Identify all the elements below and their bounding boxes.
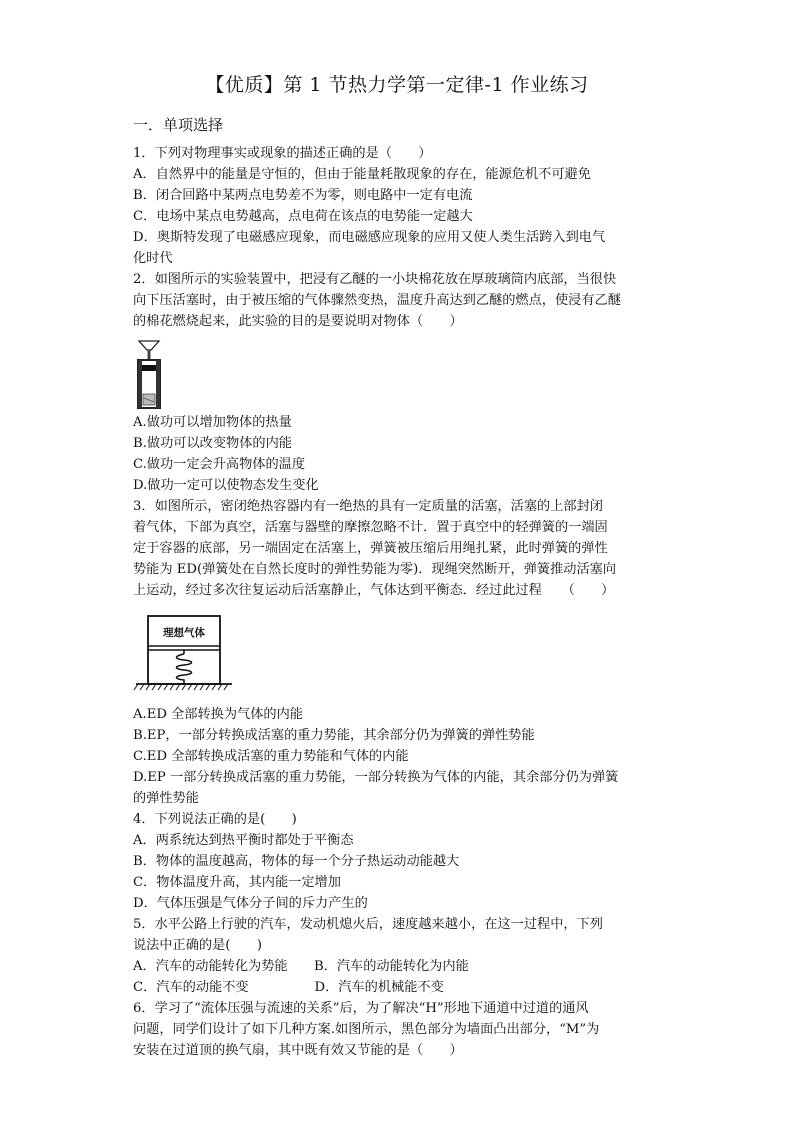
q5-stem-2: 说法中正确的是( ) [133, 938, 262, 953]
q5-options-ab: A．汽车的动能转化为势能 B．汽车的动能转化为内能 [133, 959, 469, 974]
q4-option-a: A．两系统达到热平衡时都处于平衡态 [133, 833, 354, 848]
q3-option-d: D.EP 一部分转换成活塞的重力势能，一部分转换为气体的内能，其余部分仍为弹簧 [133, 770, 619, 785]
gas-label: 理想气体 [163, 627, 205, 639]
q4-stem: 4．下列说法正确的是( ) [133, 812, 297, 827]
q1-option-a: A．自然界中的能量是守恒的，但由于能量耗散现象的存在，能源危机不可避免 [133, 167, 591, 182]
q5-stem-1: 5．水平公路上行驶的汽车，发动机熄火后，速度越来越小，在这一过程中，下列 [133, 917, 603, 932]
page-title: 【优质】第 1 节热力学第一定律-1 作业练习 [205, 74, 589, 96]
q1-option-d: D．奥斯特发现了电磁感应现象，而电磁感应现象的应用又使人类生活跨入到电气 [133, 230, 606, 245]
q1-option-d-cont: 化时代 [133, 251, 173, 266]
q3-stem-4: 势能为 ED(弹簧处在自然长度时的弹性势能为零)．现绳突然断开，弹簧推动活塞向 [133, 562, 617, 577]
q6-stem-1: 6．学习了“流体压强与流速的关系”后，为了解决“H”形地下通道中过道的通风 [133, 1001, 589, 1016]
q4-option-c: C．物体温度升高，其内能一定增加 [133, 875, 341, 890]
q2-option-d: D.做功一定可以使物态发生变化 [133, 478, 319, 493]
piston-spring-figure [132, 612, 238, 692]
q3-option-d-cont: 的弹性势能 [133, 791, 199, 806]
q3-option-a: A.ED 全部转换为气体的内能 [133, 707, 303, 722]
q1-option-c: C．电场中某点电势越高，点电荷在该点的电势能一定越大 [133, 209, 473, 224]
q2-option-c: C.做功一定会升高物体的温度 [133, 457, 306, 472]
q3-stem-3: 定于容器的底部，另一端固定在活塞上，弹簧被压缩后用绳扎紧，此时弹簧的弹性 [133, 541, 608, 556]
q4-option-d: D．气体压强是气体分子间的斥力产生的 [133, 896, 368, 911]
q2-option-b: B.做功可以改变物体的内能 [133, 436, 292, 451]
q6-stem-3: 安装在过道顶的换气扇，其中既有效又节能的是（ ） [133, 1043, 463, 1058]
section-heading: 一．单项选择 [133, 116, 224, 134]
compression-cylinder-figure [134, 338, 164, 410]
q1-option-b: B．闭合回路中某两点电势差不为零，则电路中一定有电流 [133, 188, 473, 203]
q2-stem-1: 2．如图所示的实验装置中，把浸有乙醚的一小块棉花放在厚玻璃筒内底部，当很快 [133, 272, 617, 287]
q2-option-a: A.做功可以增加物体的热量 [133, 415, 292, 430]
q2-stem-2: 向下压活塞时，由于被压缩的气体骤然变热，温度升高达到乙醚的燃点，使浸有乙醚 [133, 293, 621, 308]
q1-stem: 1．下列对物理事实或现象的描述正确的是（ ） [133, 146, 432, 161]
q5-options-cd: C．汽车的动能不变 D．汽车的机械能不变 [133, 980, 444, 995]
q3-option-b: B.EP，一部分转换成活塞的重力势能，其余部分仍为弹簧的弹性势能 [133, 728, 535, 743]
q4-option-b: B．物体的温度越高，物体的每一个分子热运动动能越大 [133, 854, 460, 869]
q2-stem-3: 的棉花燃烧起来，此实验的目的是要说明对物体（ ） [133, 314, 463, 329]
q3-stem-1: 3．如图所示，密闭绝热容器内有一绝热的具有一定质量的活塞，活塞的上部封闭 [133, 499, 603, 514]
q6-stem-2: 问题，同学们设计了如下几种方案.如图所示，黑色部分为墙面凸出部分，“M”为 [133, 1022, 600, 1037]
q3-stem-2: 着气体，下部为真空，活塞与器壁的摩擦忽略不计．置于真空中的轻弹簧的一端固 [133, 520, 608, 535]
q3-stem-5: 上运动，经过多次往复运动后活塞静止，气体达到平衡态．经过此过程 （ ） [133, 583, 615, 598]
q3-option-c: C.ED 全部转换成活塞的重力势能和气体的内能 [133, 749, 409, 764]
